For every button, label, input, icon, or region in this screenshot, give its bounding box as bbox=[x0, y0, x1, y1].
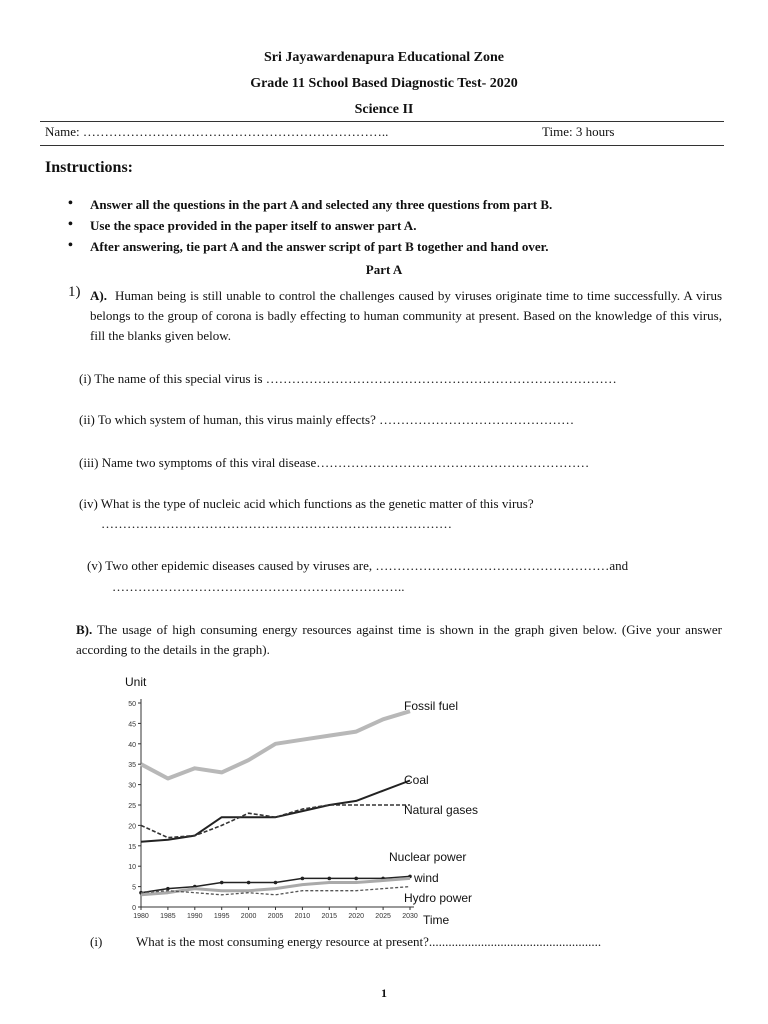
y-tick-label: 35 bbox=[128, 762, 136, 770]
question-1b-label: B). bbox=[76, 622, 93, 637]
question-1b-i-label: (i) bbox=[90, 934, 103, 949]
x-tick-label: 2030 bbox=[402, 913, 418, 920]
page-number: 1 bbox=[381, 986, 387, 1000]
question-1b-i-text: What is the most consuming energy resource at present?..................................................... bbox=[136, 934, 602, 949]
series-label: Hydro power bbox=[404, 891, 473, 905]
question-1b-body: The usage of high consuming energy resources against time is shown in the graph given below. (Give your answer according to the details in the graph). bbox=[76, 622, 722, 657]
series-label: Natural gases bbox=[404, 803, 479, 817]
instruction-item: • After answering, tie part A and the answer script of part B together and hand over. bbox=[68, 239, 718, 260]
data-point bbox=[166, 887, 170, 891]
x-tick-label: 1985 bbox=[160, 913, 176, 920]
question-1a-ii: (ii) To which system of human, this virus mainly effects? ……………………………………… bbox=[79, 412, 575, 427]
series-label: Nuclear power bbox=[389, 850, 467, 864]
x-tick-label: 2010 bbox=[294, 913, 311, 920]
question-1a-v: (v) Two other epidemic diseases caused by viruses are, ………………………………………………and bbox=[87, 558, 629, 573]
y-tick-label: 50 bbox=[128, 701, 136, 708]
y-tick-label: 30 bbox=[128, 782, 136, 790]
y-tick-label: 0 bbox=[132, 905, 136, 912]
answer-blank: ………………………………………………………….. bbox=[112, 579, 405, 594]
series-line-natural-gases bbox=[141, 805, 410, 838]
instructions-list bbox=[68, 197, 718, 260]
data-point bbox=[354, 877, 358, 881]
x-tick-label: 2005 bbox=[267, 913, 284, 920]
question-1a-body: Human being is still unable to control the challenges caused by viruses originate time to time successfully. A virus belongs to the group of corona is badly effecting to human community at present. Based on the knowledge of this virus, fill the blanks given below. bbox=[90, 288, 722, 343]
series-label: Fossil fuel bbox=[404, 699, 459, 713]
subject-title: Science II bbox=[354, 102, 414, 117]
question-1b-text bbox=[76, 620, 722, 660]
y-tick-label: 15 bbox=[128, 843, 136, 851]
part-a-heading: Part A bbox=[365, 262, 403, 277]
series-line-coal bbox=[141, 781, 410, 842]
x-tick-label: 2020 bbox=[348, 913, 364, 920]
x-tick-label: 1990 bbox=[187, 913, 203, 920]
zone-title: Sri Jayawardenapura Educational Zone bbox=[264, 50, 504, 65]
question-1a-text bbox=[90, 286, 722, 346]
data-point bbox=[301, 877, 305, 881]
instructions-title: Instructions: bbox=[45, 159, 134, 176]
question-1a-iv: (iv) What is the type of nucleic acid which functions as the genetic matter of this virus? bbox=[79, 496, 534, 511]
y-axis-label: Unit bbox=[125, 675, 147, 689]
x-tick-label: 2025 bbox=[375, 913, 391, 920]
y-tick-label: 40 bbox=[128, 741, 136, 749]
data-point bbox=[274, 881, 278, 885]
energy-usage-chart bbox=[0, 665, 768, 935]
y-tick-label: 45 bbox=[128, 721, 136, 729]
question-1a-i: (i) The name of this special virus is ……………………………………………………………………… bbox=[79, 371, 617, 386]
y-tick-label: 25 bbox=[128, 803, 136, 810]
question-1a-iii: (iii) Name two symptoms of this viral disease……………………………………………………… bbox=[79, 455, 590, 470]
instruction-item: • Answer all the questions in the part A and selected any three questions from part B. bbox=[68, 197, 718, 218]
x-tick-label: 1980 bbox=[133, 913, 149, 920]
x-axis-label: Time bbox=[423, 913, 450, 927]
x-tick-label: 2000 bbox=[240, 913, 257, 920]
series-label: wind bbox=[414, 871, 439, 885]
y-tick-label: 20 bbox=[128, 823, 136, 831]
x-tick-label: 1995 bbox=[213, 913, 230, 920]
question-1a-label: A). bbox=[90, 288, 107, 303]
test-title: Grade 11 School Based Diagnostic Test- 2020 bbox=[250, 76, 518, 91]
time-label: Time: 3 hours bbox=[542, 124, 615, 139]
header-bottom-rule bbox=[40, 145, 724, 146]
data-point bbox=[328, 877, 332, 881]
data-point bbox=[247, 881, 251, 885]
series-label: Coal bbox=[404, 773, 429, 787]
question-number: 1) bbox=[68, 284, 81, 300]
y-tick-label: 5 bbox=[132, 884, 136, 892]
data-point bbox=[220, 881, 224, 885]
question-1b-i bbox=[90, 934, 601, 950]
x-tick-label: 2015 bbox=[321, 913, 338, 920]
y-tick-label: 10 bbox=[128, 864, 136, 872]
series-line-fossil-fuel bbox=[141, 711, 410, 778]
name-field: Name: …………………………………………………………….. bbox=[45, 124, 389, 139]
answer-blank: ……………………………………………………………………… bbox=[101, 516, 452, 531]
header-top-rule bbox=[40, 121, 724, 122]
instruction-item: • Use the space provided in the paper itself to answer part A. bbox=[68, 218, 718, 239]
